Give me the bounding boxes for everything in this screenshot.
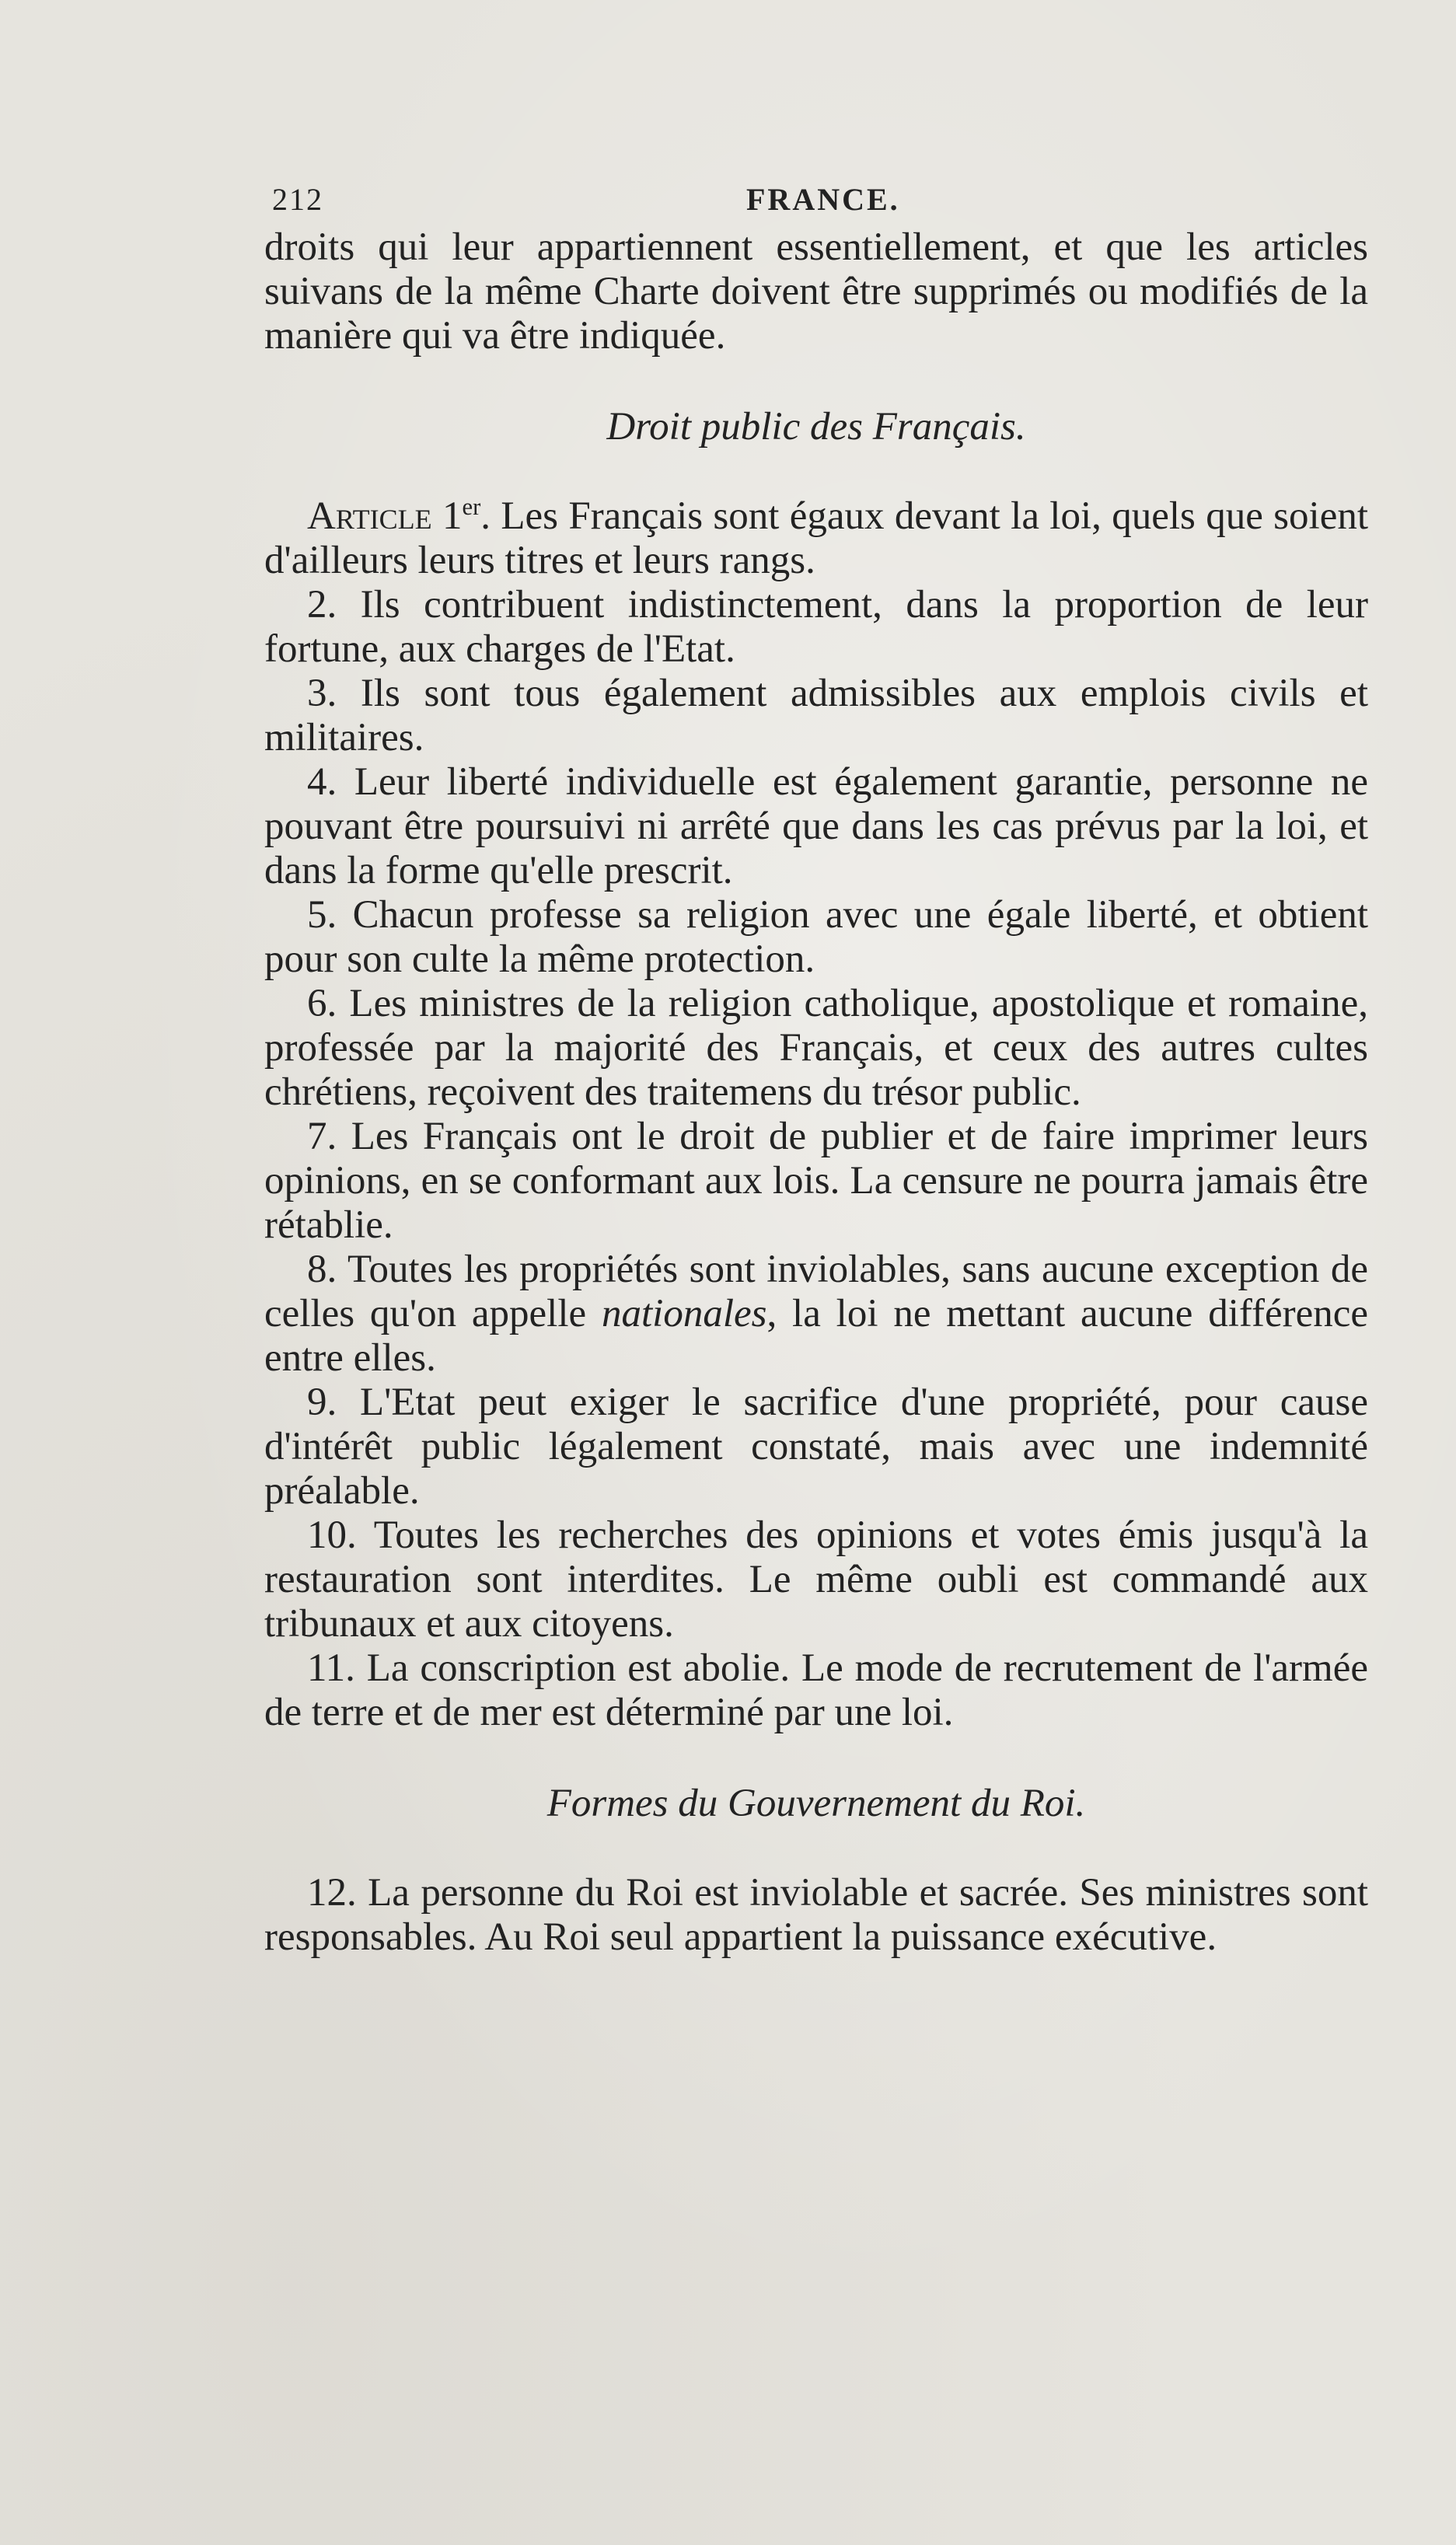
article-8 [264,1248,1368,1381]
article-1-number: 1 [442,494,463,538]
article-6: 6. Les ministres de la religion catholique, apostolique et romaine, professée par la majorité des Français, et ceux des autres cultes chrétiens, reçoivent des traitemens du trésor public. [264,982,1368,1114]
running-title: FRANCE. [746,182,900,217]
article-8-text-start: 8. Toutes les propriétés sont inviolables, sans aucune exception de celles qu'on appelle [264,1248,1368,1335]
article-8-emphasis: nationales [601,1292,767,1335]
article-3: 3. Ils sont tous également admissibles aux emplois civils et militaires. [264,672,1368,759]
section-heading-gouvernement: Formes du Gouvernement du Roi. [546,1782,1086,1825]
running-head [264,171,1368,225]
article-8-text-end: , la loi ne mettant aucune différence entre elles. [264,1292,1369,1380]
article-1-ordinal: er [462,494,481,520]
article-9: 9. L'Etat peut exiger le sacrifice d'une propriété, pour cause d'intérêt public légalement constaté, mais avec une indemnité préalable. [264,1381,1368,1513]
text-block [264,171,1368,1960]
article-1-text: . Les Français sont égaux devant la loi, quels que soient d'ailleurs leurs titres et leurs rangs. [264,494,1369,582]
article-5: 5. Chacun professe sa religion avec une égale liberté, et obtient pour son culte la même protection. [264,893,1368,981]
article-7: 7. Les Français ont le droit de publier et de faire imprimer leurs opinions, en se conformant aux lois. La censure ne pourra jamais être rétablie. [264,1115,1368,1247]
page-number: 212 [272,182,323,217]
article-1-label: Article [307,494,432,538]
article-12: 12. La personne du Roi est inviolable et sacrée. Ses ministres sont responsables. Au Roi seul appartient la puissance exécutive. [264,1871,1368,1959]
continuation-paragraph: droits qui leur appartiennent essentiellement, et que les articles suivans de la même Charte doivent être supprimés ou modifiés de la manière qui va être indiquée. [264,225,1368,358]
article-2: 2. Ils contribuent indistinctement, dans la proportion de leur fortune, aux charges de l'Etat. [264,583,1368,671]
article-10: 10. Toutes les recherches des opinions et votes émis jusqu'à la restauration sont interdites. Le même oubli est commandé aux tribunaux et aux citoyens. [264,1513,1368,1646]
article-11: 11. La conscription est abolie. Le mode de recrutement de l'armée de terre et de mer est déterminé par une loi. [264,1646,1368,1734]
article-4: 4. Leur liberté individuelle est également garantie, personne ne pouvant être poursuivi ni arrêté que dans les cas prévus par la loi, et dans la forme qu'elle prescrit. [264,760,1368,892]
section-heading-droit-public: Droit public des Français. [606,405,1026,449]
article-1 [264,494,1368,583]
